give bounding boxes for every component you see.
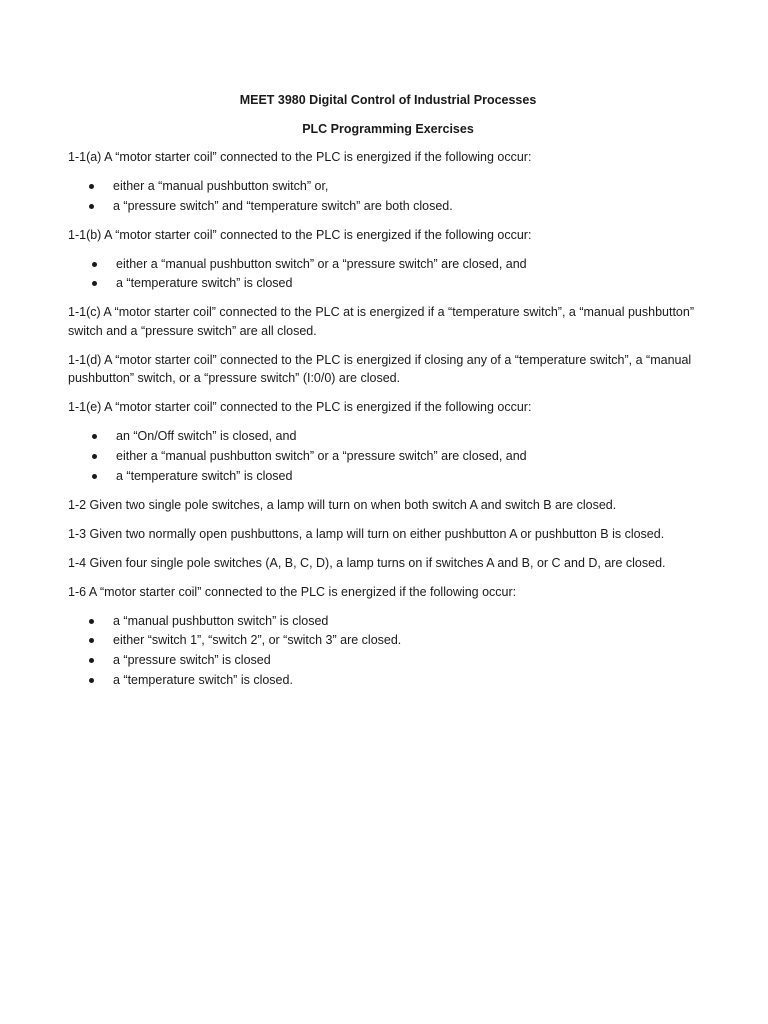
exercise-1-3: 1-3 Given two normally open pushbuttons, a lamp will turn on either pushbutton A or pushbutton B is closed.	[68, 526, 665, 541]
document-subtitle: PLC Programming Exercises	[302, 121, 474, 136]
bullet-icon	[92, 262, 97, 267]
exercise-1-1e-bullets	[68, 427, 708, 485]
list-item: a “temperature switch” is closed.	[68, 671, 708, 690]
bullet-icon	[89, 204, 94, 209]
exercise-1-6: 1-6 A “motor starter coil” connected to the PLC is energized if the following occur:	[68, 584, 517, 599]
bullet-icon	[89, 184, 94, 189]
exercise-1-1d: 1-1(d) A “motor starter coil” connected to the PLC is energized if closing any of a “temperature switch”, a “manual pushbutton” switch, or a “pressure switch” (I:0/0) are closed.	[68, 352, 692, 386]
exercise-1-1b: 1-1(b) A “motor starter coil” connected to the PLC is energized if the following occur:	[68, 227, 532, 242]
exercise-1-4: 1-4 Given four single pole switches (A, B, C, D), a lamp turns on if switches A and B, or C and D, are closed.	[68, 555, 666, 570]
bullet-icon	[89, 638, 94, 643]
list-item: either “switch 1”, “switch 2”, or “switch 3” are closed.	[68, 631, 708, 650]
bullet-icon	[89, 658, 94, 663]
bullet-icon	[92, 434, 97, 439]
exercise-1-1a: 1-1(a) A “motor starter coil” connected to the PLC is energized if the following occur:	[68, 150, 532, 164]
document-title: MEET 3980 Digital Control of Industrial Processes	[239, 93, 537, 107]
list-item: an “On/Off switch” is closed, and	[68, 427, 708, 446]
list-item: a “manual pushbutton switch” is closed	[68, 612, 708, 631]
list-item: a “temperature switch” is closed	[68, 467, 708, 486]
bullet-icon	[89, 678, 94, 683]
bullet-icon	[92, 454, 97, 459]
exercise-1-2: 1-2 Given two single pole switches, a lamp will turn on when both switch A and switch B are closed.	[68, 497, 617, 512]
exercise-1-6-bullets	[68, 612, 708, 690]
list-item: a “pressure switch” is closed	[68, 651, 708, 670]
list-item: either a “manual pushbutton switch” or a “pressure switch” are closed, and	[68, 447, 708, 466]
exercise-1-1e: 1-1(e) A “motor starter coil” connected to the PLC is energized if the following occur:	[68, 400, 532, 415]
exercise-1-1b-bullets	[68, 255, 708, 293]
bullet-icon	[92, 281, 97, 286]
bullet-icon	[92, 474, 97, 479]
list-item: a “temperature switch” is closed	[68, 274, 708, 293]
bullet-icon	[89, 619, 94, 624]
list-item: a “pressure switch” and “temperature switch” are both closed.	[68, 197, 708, 216]
exercise-1-1c: 1-1(c) A “motor starter coil” connected to the PLC at is energized if a “temperature switch”, a “manual pushbutton” switch and a “pressure switch” are all closed.	[68, 305, 694, 338]
exercise-1-1a-bullets	[68, 177, 708, 215]
list-item: either a “manual pushbutton switch” or,	[68, 177, 708, 196]
list-item: either a “manual pushbutton switch” or a “pressure switch” are closed, and	[68, 255, 708, 274]
document-page	[68, 91, 708, 700]
